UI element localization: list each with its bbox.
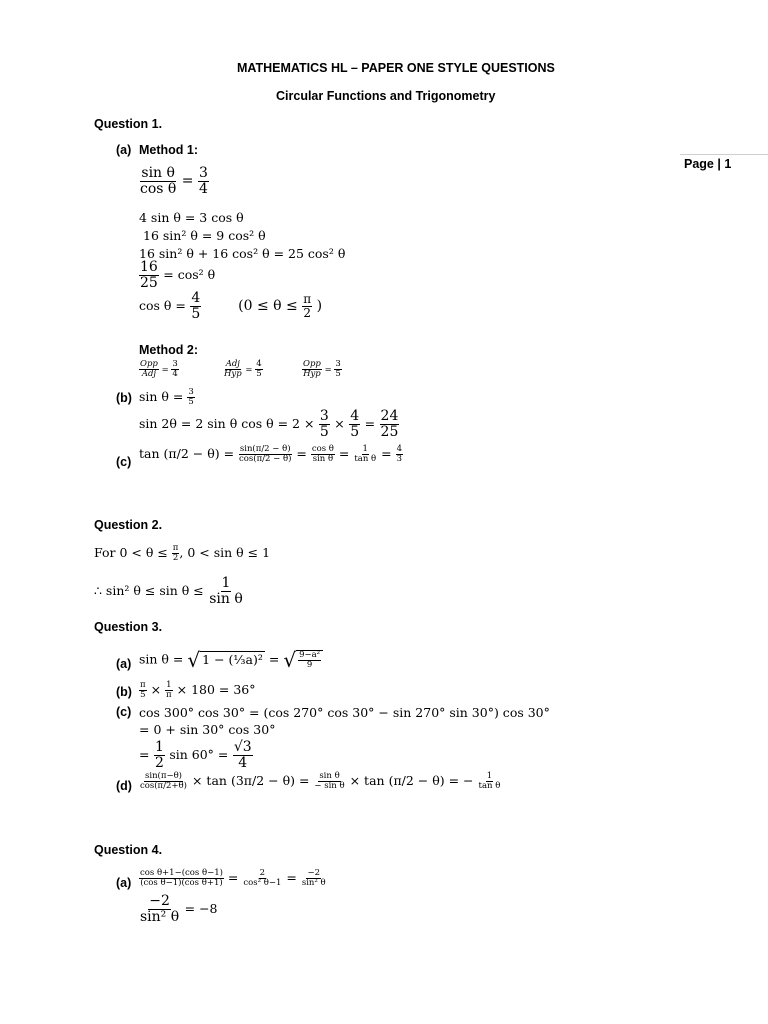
eq-sign: = (286, 869, 297, 885)
frac-den: Adj (141, 368, 157, 379)
q4-part-a-line-2 (139, 894, 218, 924)
frac-den: π (166, 689, 172, 700)
frac-den: − sin θ (314, 780, 345, 791)
q1-part-c-line (139, 445, 403, 464)
frac-num: 4 (350, 408, 360, 424)
q1-line-1 (139, 166, 209, 196)
document-subtitle: Circular Functions and Trigonometry (276, 89, 496, 103)
eq-sign: = (324, 364, 332, 375)
frac-num: 24 (380, 408, 399, 424)
question-4-heading: Question 4. (94, 843, 163, 857)
radical-sign: √ (283, 648, 297, 672)
frac-num: 3 (198, 165, 208, 181)
q2-line-1 (94, 544, 270, 563)
eq-sign: = (227, 869, 239, 885)
q1-method-2-ratio-1 (139, 360, 179, 379)
frac-num: 9−a² (299, 649, 321, 660)
frac-num: √3 (233, 739, 252, 755)
frac-num: 4 (191, 290, 201, 306)
eq-sign: = (245, 364, 253, 375)
frac-den: tan θ (354, 453, 377, 464)
frac-num: Opp (303, 359, 321, 369)
equation-rest: = cos² θ (163, 267, 216, 283)
q1-method-2-ratio-2 (223, 360, 263, 379)
q3-part-d-label: (d) (116, 779, 132, 793)
q2-line-2 (94, 576, 244, 606)
frac-num: 3 (335, 359, 341, 369)
lhs: For 0 < θ ≤ (94, 544, 168, 560)
rhs: = −8 (184, 901, 218, 917)
radical-sign: √ (187, 648, 201, 672)
frac-num: 1 (221, 575, 231, 591)
eq-sign: = (364, 416, 376, 432)
q1-part-b-line-2 (139, 409, 399, 439)
question-1-heading: Question 1. (94, 117, 163, 131)
header-rule (680, 154, 768, 155)
q3-part-c-line-3 (139, 740, 253, 770)
rhs: , 0 < sin θ ≤ 1 (179, 544, 271, 560)
frac-den: sin θ (209, 590, 243, 607)
condition-open: (0 ≤ θ ≤ (238, 298, 298, 315)
q1-method-1-label: Method 1: (139, 143, 199, 157)
q3-part-a-line (139, 648, 323, 672)
document-title: MATHEMATICS HL – PAPER ONE STYLE QUESTIONS (237, 61, 555, 75)
page-number: Page | 1 (684, 157, 732, 171)
frac-den: sin² θ (140, 908, 180, 925)
frac-den: (cos θ−1)(cos θ+1) (140, 877, 223, 888)
frac-num: sin θ (319, 771, 340, 781)
question-3-heading: Question 3. (94, 620, 163, 634)
frac-den: 4 (172, 368, 178, 379)
frac-num: 2 (259, 868, 266, 878)
q4-part-a-label: (a) (116, 876, 132, 890)
frac-den: Hyp (303, 368, 321, 379)
q3-part-b-line (139, 681, 256, 700)
q3-part-d-line (139, 772, 501, 791)
q3-part-c-label: (c) (116, 705, 132, 719)
lhs: cos θ = (139, 298, 186, 314)
tan-argument: (π/2 − θ) = − (388, 772, 474, 788)
q3-part-c-line-2: = 0 + sin 30° cos 30° (139, 722, 276, 737)
tan-argument: (3π/2 − θ) = (230, 772, 310, 788)
q1-line-2: 4 sin θ = 3 cos θ (139, 210, 244, 225)
frac-den: 4 (198, 180, 208, 197)
frac-den: 5 (256, 368, 262, 379)
q1-part-a-label: (a) (116, 143, 132, 157)
eq-sign: = (381, 445, 392, 461)
frac-num: Opp (140, 359, 158, 369)
q1-part-b-line-1 (139, 388, 195, 407)
frac-num: −2 (149, 893, 170, 909)
frac-num: cos θ+1−(cos θ−1) (140, 868, 223, 878)
frac-den: 5 (350, 423, 360, 440)
frac-num: 3 (172, 359, 178, 369)
frac-num: 1 (486, 771, 493, 781)
eq-sign: = (338, 445, 350, 461)
tan-text: × tan (349, 772, 385, 788)
times-sign: × (334, 416, 345, 432)
frac-num: sin(π−θ) (144, 771, 182, 781)
eq-sign: = (268, 651, 280, 667)
frac-num: 16 (140, 259, 158, 275)
eq-sign: = (296, 445, 307, 461)
q1-method-2-ratio-3 (302, 360, 342, 379)
eq-sign: = (139, 747, 150, 763)
frac-num: cos θ (311, 444, 334, 454)
lhs: sin θ = (139, 651, 184, 667)
frac-den: 25 (140, 274, 158, 291)
frac-num: π (140, 680, 146, 690)
q3-part-b-label: (b) (116, 685, 132, 699)
frac-num: Adj (225, 359, 240, 369)
lhs: ∴ sin² θ ≤ sin θ ≤ (94, 583, 204, 599)
frac-den: 5 (140, 689, 146, 700)
frac-num: 4 (396, 444, 403, 454)
frac-den: 2 (303, 305, 311, 320)
lhs: sin θ = (139, 388, 184, 404)
q1-line-4: 16 sin² θ + 16 cos² θ = 25 cos² θ (139, 246, 346, 261)
q1-part-b-label: (b) (116, 391, 132, 405)
q4-part-a-line-1 (139, 869, 327, 888)
q3-part-c-line-1: cos 300° cos 30° = (cos 270° cos 30° − sin 270° sin 30°) cos 30° (139, 705, 550, 720)
frac-den: 5 (191, 305, 201, 322)
tan-text: tan (139, 445, 160, 461)
frac-num: sin(π/2 − θ) (239, 444, 291, 454)
frac-num: 1 (154, 739, 164, 755)
frac-num: 3 (188, 387, 194, 397)
frac-den: 3 (396, 453, 403, 464)
frac-den: 2 (154, 754, 164, 771)
sin-60-text: sin 60° = (169, 747, 229, 763)
frac-den: 2 (172, 552, 179, 563)
frac-num: 1 (166, 680, 172, 690)
frac-num: −2 (307, 868, 320, 878)
frac-den: sin² θ (301, 877, 326, 888)
frac-den: 5 (335, 368, 341, 379)
frac-den: tan θ (478, 780, 501, 791)
frac-num: 1 (362, 444, 368, 454)
frac-den: cos² θ−1 (243, 877, 282, 888)
q3-part-a-label: (a) (116, 657, 132, 671)
frac-den: 5 (319, 423, 329, 440)
eq-sign: = (181, 173, 194, 190)
frac-num: π (172, 543, 179, 553)
rhs: × 180 = 36° (176, 681, 256, 697)
eq-sign: = (161, 364, 169, 375)
frac-den: Hyp (224, 368, 242, 379)
q1-line-5 (139, 260, 215, 290)
frac-num: 4 (256, 359, 262, 369)
frac-den: 4 (238, 754, 248, 771)
frac-den: cos(π/2+θ) (140, 780, 187, 791)
frac-den: 9 (306, 659, 313, 670)
lhs: sin 2θ = 2 sin θ cos θ = 2 × (139, 416, 315, 432)
times-sign: × (150, 681, 162, 697)
q1-line-6 (139, 291, 322, 321)
frac-num: sin θ (141, 165, 175, 181)
frac-den: cos(π/2 − θ) (239, 453, 292, 464)
question-2-heading: Question 2. (94, 518, 163, 532)
tan-argument: (π/2 − θ) = (163, 445, 235, 461)
radicand: 1 − (⅓a)² (202, 651, 263, 667)
frac-den: 25 (380, 423, 399, 440)
q1-part-c-label: (c) (116, 455, 132, 469)
frac-num: 3 (319, 408, 329, 424)
frac-den: 5 (188, 396, 194, 407)
q1-line-3: 16 sin² θ = 9 cos² θ (143, 228, 266, 243)
frac-num: π (303, 292, 312, 307)
frac-den: sin θ (312, 453, 334, 464)
frac-den: cos θ (140, 180, 177, 197)
condition-close: ) (316, 298, 323, 315)
q1-method-2-label: Method 2: (139, 343, 199, 357)
tan-text: × tan (191, 772, 227, 788)
